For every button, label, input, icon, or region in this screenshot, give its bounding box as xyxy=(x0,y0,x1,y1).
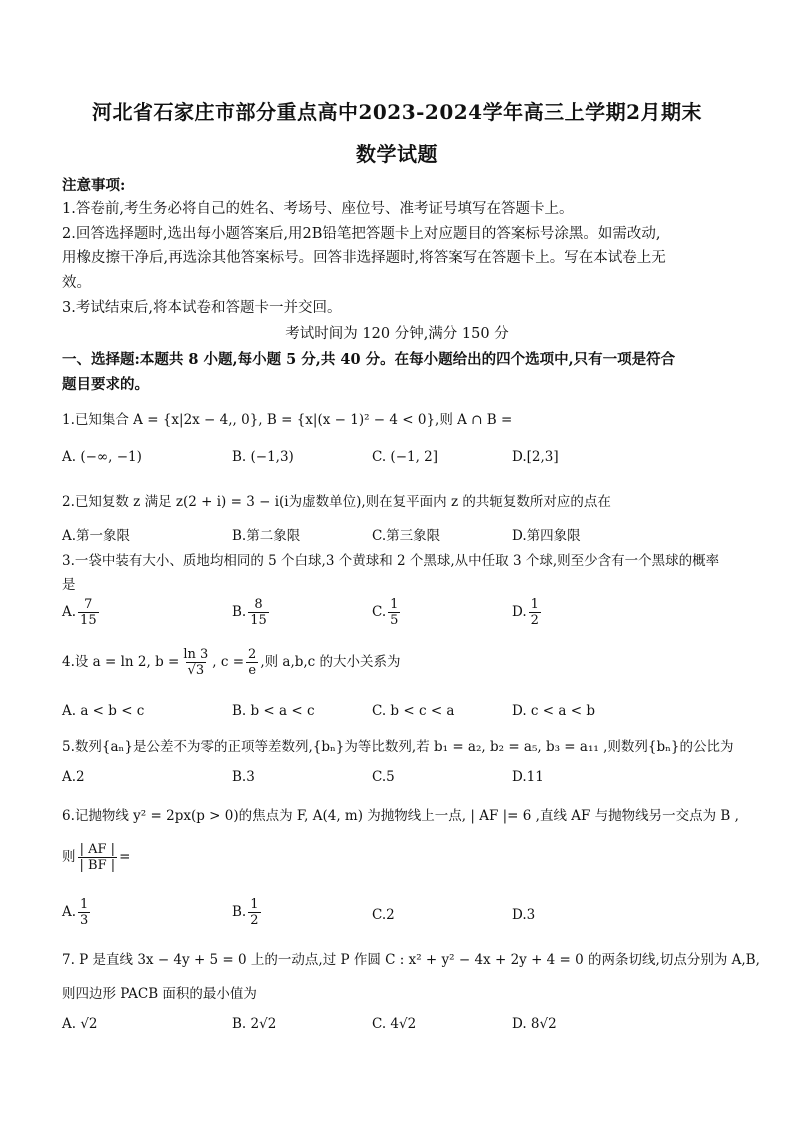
exam-time-info: 考试时间为 120 分钟,满分 150 分 xyxy=(285,326,509,342)
notice-item-2a: 2.回答选择题时,选出每小题答案后,用2B铅笔把答题卡上对应题目的答案标号涂黑。如需改动, xyxy=(62,226,661,242)
q3-option-d: D. $\frac{1}{2}$ xyxy=(512,597,539,628)
question-3-cont: 是 xyxy=(62,577,76,593)
notice-item-2b: 用橡皮擦干净后,再选涂其他答案标号。回答非选择题时,将答案写在答题卡上。写在本试卷上无 xyxy=(62,250,666,266)
q7-option-c: C. 4√2 xyxy=(372,1016,417,1032)
question-3: 3.一袋中装有大小、质地均相同的 5 个白球,3 个黄球和 2 个黑球,从中任取 3 个球,则至少含有一个黑球的概率 xyxy=(62,553,720,569)
notice-item-3: 3.考试结束后,将本试卷和答题卡一并交回。 xyxy=(62,300,342,316)
q6-option-b: B. $\frac{1}{2}$ xyxy=(232,897,259,928)
fraction: $\frac{1}{2}$ xyxy=(250,897,259,928)
q3-option-c: C. $\frac{1}{5}$ xyxy=(372,597,399,628)
question-7-cont: 则四边形 PACB 面积的最小值为 xyxy=(62,986,257,1002)
q5-option-c: C.5 xyxy=(372,769,395,785)
q4-option-a: A. a < b < c xyxy=(62,703,145,719)
q4-option-c: C. b < c < a xyxy=(372,703,455,719)
section-heading: 一、选择题:本题共 8 小题,每小题 5 分,共 40 分。在每小题给出的四个选项中,只有一项是符合 xyxy=(62,351,676,368)
q1-option-d: D.[2,3] xyxy=(512,449,559,465)
q4-option-d: D. c < a < b xyxy=(512,703,595,719)
q6-option-d: D.3 xyxy=(512,907,536,923)
q5-option-a: A.2 xyxy=(62,769,85,785)
exam-subject-title: 数学试题 xyxy=(356,142,438,166)
exam-title: 河北省石家庄市部分重点高中2023-2024学年高三上学期2月期末 xyxy=(91,100,703,124)
notice-item-1: 1.答卷前,考生务必将自己的姓名、考场号、座位号、准考证号填写在答题卡上。 xyxy=(62,201,574,217)
question-4: 4.设 a = ln 2, b = $\frac{\ln 3}{√3}$ , c = $\frac{2}{e}$ ,则 a,b,c 的大小关系为 xyxy=(62,647,401,678)
question-5: 5.数列{aₙ}是公差不为零的正项等差数列,{bₙ}为等比数列,若 b₁ = a₂, b₂ = a₅, b₃ = a₁₁ ,则数列{bₙ}的公比为 xyxy=(62,739,734,755)
q1-option-a: A. (−∞, −1) xyxy=(62,449,142,465)
q7-option-a: A. √2 xyxy=(62,1016,98,1032)
q2-option-a: A.第一象限 xyxy=(62,528,131,544)
fraction: $\frac{1}{2}$ xyxy=(530,597,539,628)
q6-option-a: A. $\frac{1}{3}$ xyxy=(62,897,89,928)
fraction: $\frac{| AF |}{| BF |}$ xyxy=(79,842,116,873)
fraction: $\frac{1}{5}$ xyxy=(390,597,399,628)
question-2: 2.已知复数 z 满足 z(2 + i) = 3 − i(i为虚数单位),则在复平面内 z 的共轭复数所对应的点在 xyxy=(62,494,611,510)
q4-option-b: B. b < a < c xyxy=(232,703,315,719)
q2-option-b: B.第二象限 xyxy=(232,528,301,544)
q6-option-c: C.2 xyxy=(372,907,395,923)
question-6: 6.记抛物线 y² = 2px(p > 0)的焦点为 F, A(4, m) 为抛物线上一点, | AF |= 6 ,直线 AF 与抛物线另一交点为 B , xyxy=(62,808,739,824)
question-7: 7. P 是直线 3x − 4y + 5 = 0 上的一动点,过 P 作圆 C : x² + y² − 4x + 2y + 4 = 0 的两条切线,切点分别为 A,B, xyxy=(62,952,760,968)
q3-option-b: B. $\frac{8}{15}$ xyxy=(232,597,267,628)
fraction: $\frac{1}{3}$ xyxy=(80,897,89,928)
question-1: 1.已知集合 A = {x|2x − 4,, 0}, B = {x|(x − 1)² − 4 < 0},则 A ∩ B = xyxy=(62,412,513,428)
notice-item-2c: 效。 xyxy=(62,275,91,291)
q2-option-c: C.第三象限 xyxy=(372,528,441,544)
q7-option-b: B. 2√2 xyxy=(232,1016,277,1032)
fraction: $\frac{7}{15}$ xyxy=(80,597,97,628)
q2-option-d: D.第四象限 xyxy=(512,528,581,544)
question-6-cont: 则 $\frac{| AF |}{| BF |}$ = xyxy=(62,842,131,873)
section-heading-cont: 题目要求的。 xyxy=(62,376,149,393)
q5-option-d: D.11 xyxy=(512,769,544,785)
q1-option-c: C. (−1, 2] xyxy=(372,449,439,465)
fraction: $\frac{8}{15}$ xyxy=(250,597,267,628)
fraction: $\frac{2}{e}$ xyxy=(248,647,257,678)
notice-heading: 注意事项: xyxy=(62,177,126,194)
q7-option-d: D. 8√2 xyxy=(512,1016,557,1032)
q5-option-b: B.3 xyxy=(232,769,255,785)
fraction: $\frac{\ln 3}{√3}$ xyxy=(183,647,209,678)
q3-option-a: A. $\frac{7}{15}$ xyxy=(62,597,97,628)
q1-option-b: B. (−1,3) xyxy=(232,449,294,465)
